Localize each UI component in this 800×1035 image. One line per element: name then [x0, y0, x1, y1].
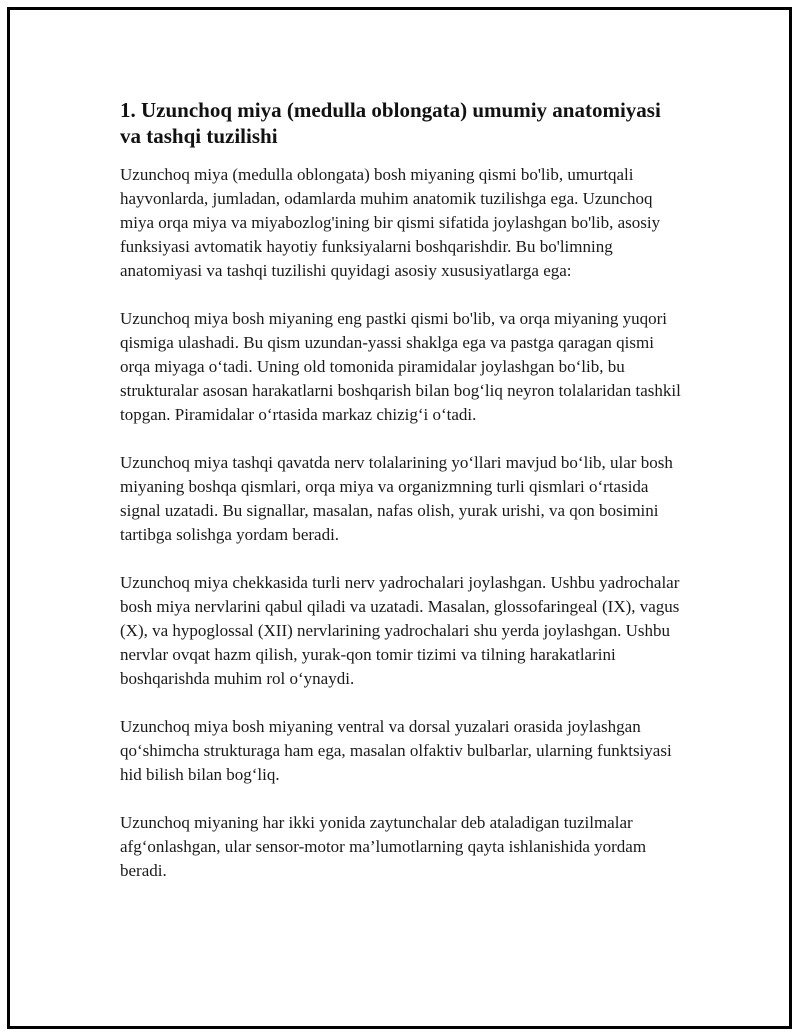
paragraph-nerve-nuclei: Uzunchoq miya chekkasida turli nerv yadrochalari joylashgan. Ushbu yadrochalar bosh miya nervlarini qabul qiladi va uzatadi. Masalan, glossofaringeal (IX), vagus (X), va hypoglossal (XII) nervlarining yadrochalari shu yerda joylashgan. Ushbu nervlar ovqat hazm qilish, yurak-qon tomir tizimi va tilning harakatlarini boshqarishda muhim rol o‘ynaydi.	[120, 573, 680, 688]
paragraph-intro: Uzunchoq miya (medulla oblongata) bosh miyaning qismi bo'lib, umurtqali hayvonlarda, jumladan, odamlarda muhim anatomik tuzilishga ega. Uzunchoq miya orqa miya va miyabozlog'ining bir qismi sifatida joylashgan bo'lib, asosiy funksiyasi avtomatik hayotiy funksiyalarni boshqarishdir. Bu bo'limning anatomiyasi va tashqi tuzilishi quyidagi asosiy xususiyatlarga ega:	[120, 165, 661, 280]
paragraph-nerve-pathways: Uzunchoq miya tashqi qavatda nerv tolalarining yo‘llari mavjud bo‘lib, ular bosh miyaning boshqa qismlari, orqa miya va organizmning turli qismlari o‘rtasida signal uzatadi. Bu signallar, masalan, nafas olish, yurak urishi, va qon bosimini tartibga solishga yordam beradi.	[120, 453, 673, 544]
paragraph-additional-structures: Uzunchoq miya bosh miyaning ventral va dorsal yuzalari orasida joylashgan qo‘shimcha strukturaga ham ega, masalan olfaktiv bulbarlar, ularning funktsiyasi hid bilish bilan bog‘liq.	[120, 717, 672, 784]
section-heading: 1. Uzunchoq miya (medulla oblongata) umumiy anatomiyasi va tashqi tuzilishi	[120, 98, 661, 148]
page-frame	[7, 7, 792, 1029]
document-body	[120, 97, 685, 907]
paragraph-location: Uzunchoq miya bosh miyaning eng pastki qismi bo'lib, va orqa miyaning yuqori qismiga ulashadi. Bu qism uzundan-yassi shaklga ega va pastga qaragan qismi orqa miyaga o‘tadi. Uning old tomonida piramidalar joylashgan bo‘lib, bu strukturalar asosan harakatlarni boshqarish bilan bog‘liq neyron tolalaridan tashkil topgan. Piramidalar o‘rtasida markaz chizig‘i o‘tadi.	[120, 309, 681, 424]
paragraph-olives: Uzunchoq miyaning har ikki yonida zaytunchalar deb ataladigan tuzilmalar afg‘onlashgan, ular sensor-motor ma’lumotlarning qayta ishlanishida yordam beradi.	[120, 813, 647, 880]
